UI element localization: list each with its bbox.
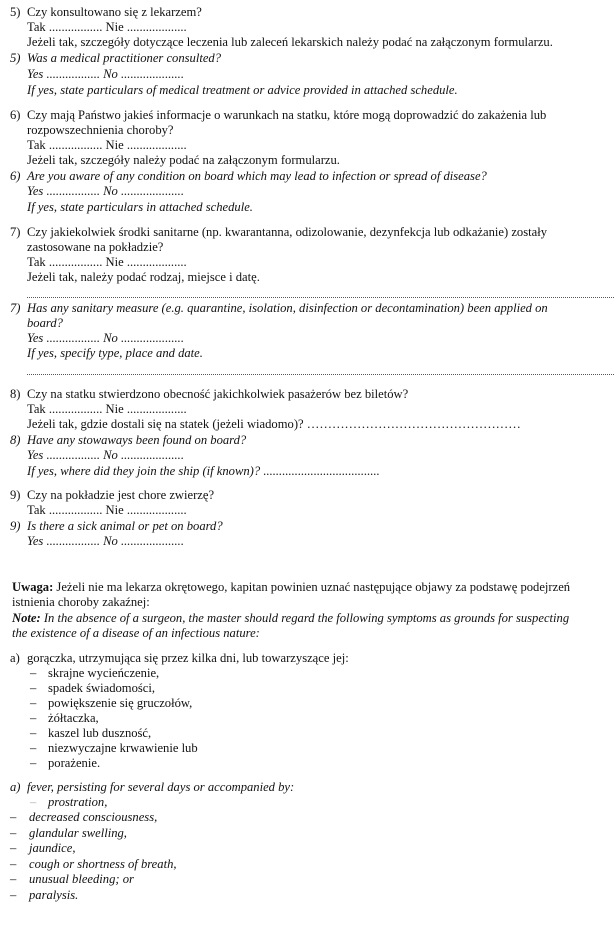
answer-fields-pl[interactable]: Tak ................. Nie ................... [27, 20, 187, 34]
dash-bullet: – [10, 826, 17, 840]
dash-bullet: – [30, 726, 37, 740]
question-number: 6) [10, 108, 21, 122]
instruction-pl: Jeżeli tak, szczegóły należy podać na załączonym formularzu. [27, 153, 340, 167]
symptom-text: decreased consciousness, [29, 810, 158, 824]
question-text-en: Are you aware of any condition on board which may lead to infection or spread of disease? [27, 169, 487, 183]
answer-fields-pl[interactable]: Tak ................. Nie ................... [27, 138, 187, 152]
answer-fields-en[interactable]: Yes ................. No .................... [27, 67, 184, 81]
note-text-pl-cont: istnienia choroby zakaźnej: [12, 595, 150, 609]
fill-in-line-en[interactable] [27, 374, 614, 375]
answer-fields-pl[interactable]: Tak ................. Nie ................... [27, 503, 187, 517]
instruction-en[interactable]: If yes, where did they join the ship (if known)? ..................................... [27, 464, 380, 478]
symptom-text: unusual bleeding; or [29, 872, 134, 886]
question-number: 7) [10, 225, 21, 239]
question-text-pl: Czy konsultowano się z lekarzem? [27, 5, 202, 19]
answer-fields-pl[interactable]: Tak ................. Nie ................... [27, 402, 187, 416]
dash-bullet: – [10, 872, 17, 886]
symptom-text: żółtaczka, [48, 711, 99, 725]
question-number-en: 5) [10, 51, 21, 65]
question-number: 5) [10, 5, 21, 19]
question-text-en: Have any stowaways been found on board? [27, 433, 247, 447]
dash-bullet: – [30, 756, 37, 770]
instruction-en: If yes, specify type, place and date. [27, 346, 203, 360]
symptom-text: kaszel lub duszność, [48, 726, 152, 740]
symptom-text: niezwyczajne krwawienie lub [48, 741, 198, 755]
symptom-text: skrajne wycieńczenie, [48, 666, 160, 680]
question-text-pl: Czy na pokładzie jest chore zwierzę? [27, 488, 215, 502]
dash-bullet: – [30, 696, 37, 710]
symptom-text: porażenie. [48, 756, 101, 770]
question-text-en: Was a medical practitioner consulted? [27, 51, 222, 65]
dash-bullet: – [30, 741, 37, 755]
dash-bullet: – [10, 857, 17, 871]
instruction-pl: Jeżeli tak, szczegóły dotyczące leczenia lub zaleceń lekarskich należy podać na załączonym formularzu. [27, 35, 553, 49]
note-text-en: In the absence of a surgeon, the master should regard the following symptoms as grounds for suspecting [40, 611, 570, 625]
note-label-pl: Uwaga: [12, 580, 54, 594]
answer-fields-en[interactable]: Yes ................. No .................... [27, 448, 184, 462]
symptom-text: cough or shortness of breath, [29, 857, 177, 871]
symptom-text: spadek świadomości, [48, 681, 156, 695]
dash-bullet: – [10, 841, 17, 855]
dash-bullet: – [10, 810, 17, 824]
dash-bullet: – [30, 795, 37, 809]
symptom-text: glandular swelling, [29, 826, 127, 840]
question-text-pl: Czy na statku stwierdzono obecność jakichkolwiek pasażerów bez biletów? [27, 387, 409, 401]
symptom-text: powiększenie się gruczołów, [48, 696, 193, 710]
note-label-en: Note: [12, 611, 41, 625]
question-number: 9) [10, 488, 21, 502]
symptoms-intro-pl: gorączka, utrzymująca się przez kilka dni, lub towarzyszące jej: [27, 651, 349, 665]
dash-bullet: – [30, 681, 37, 695]
question-number-en: 9) [10, 519, 21, 533]
symptoms-intro-en: fever, persisting for several days or accompanied by: [27, 780, 295, 794]
question-text-en: Has any sanitary measure (e.g. quarantine, isolation, disinfection or decontamination) been applied on [27, 301, 548, 315]
question-number-en: 6) [10, 169, 21, 183]
question-text-pl-cont: zastosowane na pokładzie? [27, 240, 164, 254]
question-text-pl: Czy jakiekolwiek środki sanitarne (np. kwarantanna, odizolowanie, dezynfekcja lub odkażanie) zostały [27, 225, 548, 239]
note-text-pl: Jeżeli nie ma lekarza okrętowego, kapitan powinien uznać następujące objawy za podstawę podejrzeń [53, 580, 571, 594]
symptom-text: paralysis. [29, 888, 79, 902]
fill-in-line-pl[interactable] [27, 297, 614, 298]
question-text-pl: Czy mają Państwo jakieś informacje o warunkach na statku, które mogą doprowadzić do zakażenia lub [27, 108, 547, 122]
question-number-en: 8) [10, 433, 21, 447]
instruction-pl[interactable]: Jeżeli tak, gdzie dostali się na statek (jeżeli wiadomo)? …………………………………………… [27, 417, 521, 431]
dash-bullet: – [30, 711, 37, 725]
item-letter-en: a) [10, 780, 21, 794]
question-number-en: 7) [10, 301, 21, 315]
dash-bullet: – [10, 888, 17, 902]
item-letter: a) [10, 651, 20, 665]
question-text-en: Is there a sick animal or pet on board? [27, 519, 223, 533]
answer-fields-en[interactable]: Yes ................. No .................... [27, 184, 184, 198]
answer-fields-en[interactable]: Yes ................. No .................... [27, 331, 184, 345]
note-text-en-cont: the existence of a disease of an infectious nature: [12, 626, 260, 640]
answer-fields-en[interactable]: Yes ................. No .................... [27, 534, 184, 548]
dash-bullet: – [30, 666, 37, 680]
instruction-en: If yes, state particulars in attached schedule. [27, 200, 253, 214]
question-number: 8) [10, 387, 21, 401]
question-text-pl-cont: rozpowszechnienia choroby? [27, 123, 174, 137]
instruction-pl: Jeżeli tak, należy podać rodzaj, miejsce i datę. [27, 270, 260, 284]
instruction-en: If yes, state particulars of medical treatment or advice provided in attached schedule. [27, 83, 458, 97]
symptom-text: jaundice, [29, 841, 76, 855]
question-text-en-cont: board? [27, 316, 63, 330]
symptom-text: prostration, [48, 795, 108, 809]
answer-fields-pl[interactable]: Tak ................. Nie ................... [27, 255, 187, 269]
